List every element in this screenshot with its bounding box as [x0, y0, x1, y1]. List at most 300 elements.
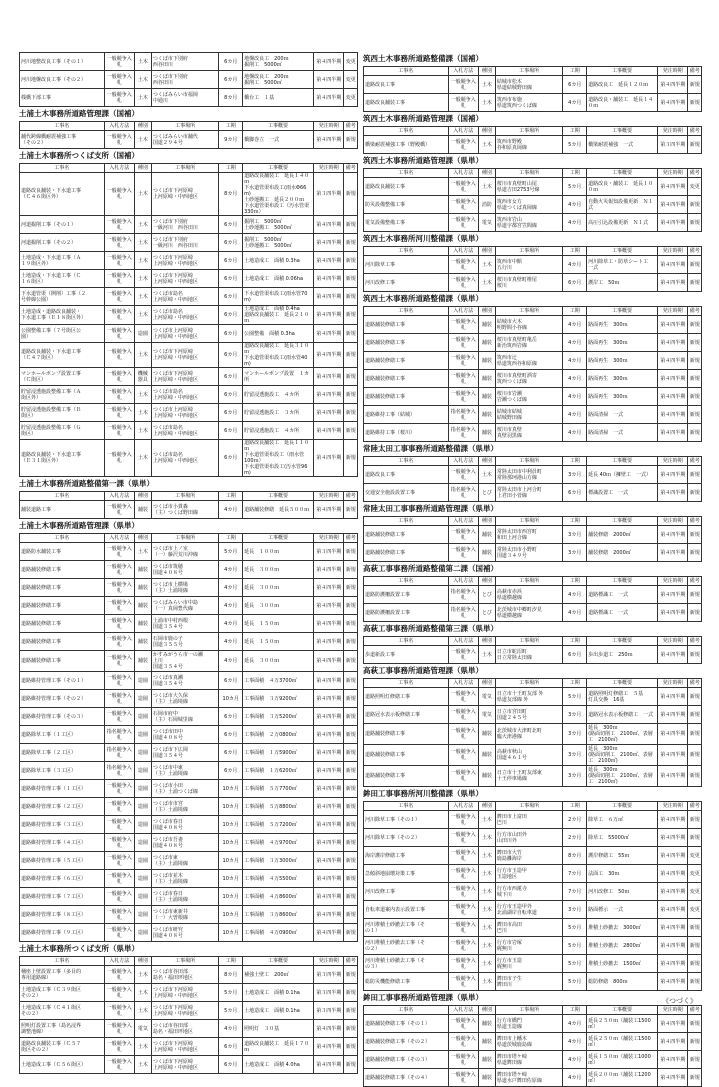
- table-cell: 第４四半期: [314, 501, 344, 519]
- table-cell: 土木: [134, 343, 151, 368]
- table-cell: 第３四半期: [658, 136, 688, 154]
- table-cell: 道路舗装修繕工事（その２）: [364, 1033, 449, 1051]
- table-cell: つくば市島名 上河原崎・中西地区: [151, 422, 219, 440]
- table-cell: 道路舗装修繕工事（その３）: [364, 1051, 449, 1069]
- table-cell: 第４四半期: [314, 744, 344, 762]
- column-header: 種別: [478, 127, 495, 136]
- table-cell: 第４四半期: [314, 615, 344, 633]
- table-cell: 舗装: [478, 724, 495, 745]
- table-row: [364, 688, 702, 706]
- column-header: 入札方法: [448, 637, 478, 646]
- table-cell: 第４四半期: [314, 834, 344, 852]
- table-cell: 第４四半期: [314, 852, 344, 870]
- table-cell: 第４四半期: [658, 466, 688, 484]
- table-cell: 舗代跨線橋耐震補強工事 （その２）: [20, 131, 105, 149]
- table-cell: 道路改良舗装工事: [364, 178, 449, 196]
- table-cell: 道路舗装修繕工事: [364, 766, 449, 787]
- table-cell: 新規: [688, 1033, 702, 1051]
- table-cell: 延長 ３００ｍ: [243, 561, 314, 579]
- table-cell: 造園: [134, 888, 151, 906]
- table-cell: 新規: [344, 888, 358, 906]
- column-header: 工事場所: [151, 957, 219, 966]
- section-table: [19, 491, 358, 519]
- section-table: [19, 121, 358, 149]
- table-cell: つくば市東新井 （一）大曽根線: [151, 906, 219, 924]
- table-cell: 路面再生 300ｍ: [587, 334, 658, 352]
- table-cell: 土木: [478, 466, 495, 484]
- table-cell: 舗装: [478, 1015, 495, 1033]
- section-title: 筑西土木事務所道路管理課（県単）: [363, 156, 483, 165]
- table-row: [20, 924, 358, 942]
- column-header: 工事概要: [243, 164, 314, 173]
- table-cell: 2カ月: [563, 829, 587, 847]
- table-cell: 日立市十王町友部 外 県道友部線 外: [495, 688, 563, 706]
- section-table: [363, 456, 702, 502]
- table-cell: 新規: [688, 811, 702, 829]
- table-cell: 新規: [344, 726, 358, 744]
- table-cell: 貯留浸透施設整備工事（Ａ 街区外）: [20, 386, 105, 404]
- table-cell: 鉾田市大竹 鹿島灘海岸: [495, 847, 563, 865]
- table-cell: 鉾田市上幡木 県道茨城鹿島線: [495, 1033, 563, 1051]
- table-cell: 5カ月: [219, 1002, 243, 1020]
- column-header: 工事場所: [495, 637, 563, 646]
- section-table: [363, 576, 702, 622]
- column-header: 工事概要: [587, 307, 658, 316]
- section-title: 鉾田工事事務所河川整備課（県単）: [363, 789, 483, 798]
- continued-note: 《つづく》: [662, 997, 697, 1005]
- table-cell: 工事面積 ４万3700㎡: [243, 672, 314, 690]
- table-cell: 土木: [478, 883, 495, 901]
- table-cell: 橋脚巻立 一式: [243, 131, 314, 149]
- table-cell: 一般競争入札: [104, 906, 134, 924]
- table-cell: 土木: [478, 274, 495, 292]
- table-cell: 第４四半期: [658, 706, 688, 724]
- table-cell: 道路標識工 一式: [587, 586, 658, 604]
- table-cell: 一般競争入札: [104, 633, 134, 651]
- column-header: 備考: [689, 680, 700, 686]
- table-row: [20, 53, 358, 71]
- table-cell: 一般競争入札: [104, 368, 134, 386]
- table-cell: 一般競争入札: [104, 270, 134, 288]
- column-header: 発注時期: [658, 1006, 688, 1015]
- table-cell: 河川改修工 50ｍ: [587, 883, 658, 901]
- table-cell: 一般競争入札: [104, 597, 134, 615]
- section-table: [363, 66, 702, 112]
- table-cell: 第４四半期: [314, 672, 344, 690]
- table-row: [364, 937, 702, 955]
- column-header: 備考: [345, 165, 356, 171]
- table-cell: 一般競争入札: [448, 766, 478, 787]
- table-cell: 4カ月: [563, 256, 587, 274]
- table-cell: 6カ月: [219, 216, 243, 234]
- table-cell: 一般競争入札: [104, 924, 134, 942]
- table-cell: 橋梁耐震補強工事（野殿橋）: [364, 136, 449, 154]
- table-cell: 第４四半期: [314, 1020, 344, 1038]
- column-header: 入札方法: [448, 517, 478, 526]
- table-row: [20, 579, 358, 597]
- column-header: 発注時期: [658, 637, 688, 646]
- column-header: 発注時期: [658, 679, 688, 688]
- table-cell: 舗装: [478, 406, 495, 424]
- table-cell: 新規: [688, 1051, 702, 1069]
- table-cell: 一般競争入札: [104, 1002, 134, 1020]
- table-row: [364, 424, 702, 442]
- table-cell: 第４四半期: [658, 688, 688, 706]
- table-cell: 6カ月: [219, 53, 243, 71]
- table-cell: 工事面積 ３万5200㎡: [243, 708, 314, 726]
- section-table: [19, 163, 358, 477]
- table-cell: 新規: [344, 216, 358, 234]
- table-row: [20, 386, 358, 404]
- table-cell: 道路改良舗装・下水道工事 （Ｅ３１街区外）: [20, 440, 105, 477]
- table-cell: 土木: [478, 901, 495, 919]
- table-cell: 4カ月: [563, 94, 587, 112]
- table-row: [20, 888, 358, 906]
- column-header: 工事名: [364, 127, 449, 136]
- table-cell: 除草工 55000㎡: [587, 829, 658, 847]
- table-cell: 一般競争入札: [104, 579, 134, 597]
- table-cell: 土木: [134, 440, 151, 477]
- table-cell: 消防: [478, 196, 495, 214]
- table-row: [364, 214, 702, 232]
- table-cell: 一般競争入札: [448, 316, 478, 334]
- table-row: [20, 404, 358, 422]
- table-cell: 延長 ３００ｍ: [243, 579, 314, 597]
- table-cell: 桜川市真壁町山尾 県道吉田2753号線: [495, 178, 563, 196]
- table-cell: 舗装: [134, 579, 151, 597]
- column-header: 工期: [563, 1006, 587, 1015]
- table-cell: 道路舗装修繕工事: [20, 579, 105, 597]
- table-cell: 道路改良舗装工 延長１１０ｍ 下水道管渠布設工（雨水管 100ｍ） 下水道管渠布設工(汚水管96m): [243, 440, 314, 477]
- table-cell: 結城市大木 明野間小谷線: [495, 316, 563, 334]
- table-cell: 道路舗装修繕工事: [20, 615, 105, 633]
- table-cell: 新規: [688, 424, 702, 442]
- table-cell: 堆積土砂撤去 3000㎥: [587, 919, 658, 937]
- column-header: 工事場所: [495, 802, 563, 811]
- table-cell: 土木: [134, 270, 151, 288]
- column-header: 工事名: [20, 492, 105, 501]
- table-cell: 新規: [688, 466, 702, 484]
- table-cell: 急傾斜地崩壊対策工事: [364, 865, 449, 883]
- table-cell: 10カ月: [219, 780, 243, 798]
- column-header: 工期: [563, 679, 587, 688]
- table-cell: 道路改良舗装・下水道工事 （Ｃ４７街区）: [20, 343, 105, 368]
- column-header: 工期: [563, 169, 587, 178]
- table-row: [20, 270, 358, 288]
- table-cell: 4カ月: [563, 1069, 587, 1087]
- table-cell: 一般競争入札: [104, 89, 134, 107]
- table-cell: 行方市山田外 山田川外: [495, 829, 563, 847]
- table-cell: 貯留浸透施設整備工事（Ｂ 街区）: [20, 404, 105, 422]
- column-header: 工事概要: [587, 802, 658, 811]
- table-cell: 延長 ３００ｍ: [243, 651, 314, 672]
- table-cell: 一般競争入札: [448, 76, 478, 94]
- table-cell: 4カ月: [219, 561, 243, 579]
- table-cell: 新規: [344, 288, 358, 306]
- header-row: [364, 679, 702, 688]
- table-cell: 第４四半期: [658, 526, 688, 544]
- table-cell: 5カ月: [563, 973, 587, 991]
- table-cell: 延長１５０ｍ（舗装工1000㎡）: [587, 1051, 658, 1069]
- column-header: 備考: [689, 128, 700, 134]
- table-cell: 一般競争入札: [104, 404, 134, 422]
- table-cell: 照明灯 ３０基: [243, 1020, 314, 1038]
- table-cell: 道路舗装修繕工事: [364, 316, 449, 334]
- table-cell: 一般競争入札: [104, 888, 134, 906]
- column-header: 工事場所: [495, 67, 563, 76]
- table-cell: 行方市橋門 県道玉造線: [495, 1015, 563, 1033]
- column-header: 備考: [345, 958, 356, 964]
- table-cell: 6カ月: [219, 744, 243, 762]
- table-cell: 土地造成工事（Ｃ３９街区 その２）: [20, 984, 105, 1002]
- column-header: 種別: [478, 802, 495, 811]
- table-cell: 路面再生 300ｍ: [587, 316, 658, 334]
- table-row: [20, 966, 358, 984]
- table-cell: 高萩市秋山 国道４６１号: [495, 745, 563, 766]
- table-cell: 第４四半期: [658, 76, 688, 94]
- table-cell: 日立市蛇沼町 日立常陸太田線: [495, 646, 563, 664]
- table-cell: 6カ月: [219, 306, 243, 325]
- table-cell: 舗装: [478, 1069, 495, 1087]
- column-header: 発注時期: [658, 247, 688, 256]
- table-cell: 4カ月: [563, 352, 587, 370]
- table-cell: 自動火災報知設備更新 Ｎ１式: [587, 196, 658, 214]
- left-column: [19, 52, 358, 1074]
- table-row: [364, 196, 702, 214]
- table-row: [20, 71, 358, 89]
- table-cell: 除草工 ６万㎡: [587, 811, 658, 829]
- table-cell: 6カ月: [563, 484, 587, 502]
- header-row: [20, 122, 358, 131]
- table-cell: 常陸太田市西宮町 和田上河合線: [495, 526, 563, 544]
- table-cell: 一般競争入札: [104, 343, 134, 368]
- table-cell: 延長２５０ｍ（舗装工1500㎡）: [587, 1033, 658, 1051]
- table-cell: 掘削工 5000㎥ 土砂運搬工 5000㎥: [243, 216, 314, 234]
- column-header: 工期: [563, 67, 587, 76]
- table-cell: つくばみらい市中島 （一）真岡豊代線: [151, 597, 219, 615]
- column-header: 工事名: [364, 247, 449, 256]
- column-header: 工期: [563, 457, 587, 466]
- table-cell: つくば市東 （主）土浦境線: [151, 852, 219, 870]
- table-row: [364, 955, 702, 973]
- table-cell: つくば市島名 上河原崎・中西地区: [151, 440, 219, 477]
- table-cell: 筑西市中館 五行川: [495, 256, 563, 274]
- table-cell: 新規: [344, 690, 358, 708]
- table-cell: 路面清掃 一式: [587, 424, 658, 442]
- section-title: 土浦土木事務所道路管理課（国補）: [19, 109, 139, 118]
- column-header: 備考: [345, 535, 356, 541]
- table-cell: 第４四半期: [658, 352, 688, 370]
- table-cell: 土木: [134, 173, 151, 216]
- table-cell: 新規: [688, 544, 702, 562]
- table-cell: 造園: [134, 798, 151, 816]
- column-header: 工事場所: [495, 1006, 563, 1015]
- table-row: [20, 690, 358, 708]
- table-cell: 新規: [344, 386, 358, 404]
- table-cell: 土木: [478, 136, 495, 154]
- section-title: 高萩工事事務所道路整備第二課（国補）: [363, 564, 498, 573]
- table-cell: 道路維持管理工事（４工区）: [20, 834, 105, 852]
- table-cell: 路面標示 一式: [587, 901, 658, 919]
- table-cell: 第４四半期: [658, 973, 688, 991]
- column-header: 工事概要: [587, 1006, 658, 1015]
- section-title: 筑西土木事務所道路整備課（県単）: [363, 294, 483, 303]
- table-cell: 新規: [344, 368, 358, 386]
- table-cell: 常陸太田市中利員町 常陸那珂港山方線: [495, 466, 563, 484]
- table-cell: 道路舗装修繕工事: [364, 388, 449, 406]
- table-cell: 新規: [344, 252, 358, 270]
- table-row: [364, 178, 702, 196]
- table-cell: 一般競争入札: [448, 214, 478, 232]
- table-row: [364, 136, 702, 154]
- table-cell: 舗装: [134, 597, 151, 615]
- table-cell: 道路除草工事（３工区）: [20, 762, 105, 780]
- table-cell: 橋梁耐震補強 一式: [587, 136, 658, 154]
- table-cell: 第４四半期: [314, 870, 344, 888]
- column-header: 入札方法: [104, 534, 134, 543]
- table-cell: つくば市市宮 （主）土浦境線: [151, 798, 219, 816]
- table-cell: 土木: [134, 306, 151, 325]
- table-cell: 舗装: [134, 561, 151, 579]
- table-cell: 第４四半期: [658, 316, 688, 334]
- table-cell: 第４四半期: [658, 937, 688, 955]
- table-cell: 道路舗装修繕工事: [364, 370, 449, 388]
- table-row: [20, 852, 358, 870]
- table-cell: 土木: [134, 131, 151, 149]
- section-title: 土浦土木事務所道路管理課（県単）: [19, 521, 139, 530]
- column-header: 工事概要: [243, 957, 314, 966]
- table-cell: 土木: [134, 71, 151, 89]
- table-cell: 土地造成工 面積 0.4ha 道路改良舗装工 延長２１０ｍ: [243, 306, 314, 325]
- table-cell: 6カ月: [563, 76, 587, 94]
- table-cell: 河川除草工事: [364, 256, 449, 274]
- table-row: [20, 234, 358, 252]
- table-cell: 第４四半期: [314, 633, 344, 651]
- table-cell: とび: [478, 484, 495, 502]
- table-cell: つくば市吾妻 国道４０８号: [151, 834, 219, 852]
- table-cell: 道路維持工事（桜川）: [364, 424, 449, 442]
- table-cell: 新規: [688, 484, 702, 502]
- table-cell: 5カ月: [563, 919, 587, 937]
- table-cell: 日立市十王町友部東 十王停車場線: [495, 766, 563, 787]
- table-cell: 延長 １５０ｍ: [243, 633, 314, 651]
- table-cell: 第４四半期: [658, 883, 688, 901]
- table-cell: 新規: [688, 76, 702, 94]
- table-row: [20, 744, 358, 762]
- table-cell: 一般競争入札: [448, 1033, 478, 1051]
- table-cell: 舗装: [134, 615, 151, 633]
- table-cell: 第４四半期: [658, 1033, 688, 1051]
- table-cell: とび: [478, 604, 495, 622]
- table-cell: 新規: [344, 708, 358, 726]
- table-row: [20, 906, 358, 924]
- table-cell: 4カ月: [563, 586, 587, 604]
- table-cell: 河川除草工事（その１）: [364, 811, 449, 829]
- table-cell: 道路維持管理工事（５工区）: [20, 852, 105, 870]
- table-row: [364, 919, 702, 937]
- header-row: [20, 957, 358, 966]
- table-row: [364, 94, 702, 112]
- table-cell: 工事面積 １万5900㎡: [243, 744, 314, 762]
- table-cell: 第４四半期: [314, 906, 344, 924]
- table-cell: つくば市下河原崎 上河原崎・中西地区: [151, 343, 219, 368]
- table-cell: 道路維持管理工事（７工区）: [20, 888, 105, 906]
- table-cell: 道路舗装修繕工事: [364, 352, 449, 370]
- table-cell: 第４四半期: [658, 178, 688, 196]
- table-cell: 一般競争入札: [104, 834, 134, 852]
- table-cell: 第４四半期: [314, 924, 344, 942]
- section-table: [363, 1005, 702, 1087]
- table-cell: 舗装道路工事: [20, 501, 105, 519]
- table-cell: 鉾田市高田 巴川: [495, 919, 563, 937]
- table-cell: つくば市谷田部 島名・福田坪地区: [151, 966, 219, 984]
- table-cell: 第４四半期: [314, 762, 344, 780]
- table-cell: 6カ月: [219, 672, 243, 690]
- table-cell: 堆積土砂撤去 2800㎥: [587, 937, 658, 955]
- table-cell: 高萩市赤浜 県道横越線: [495, 586, 563, 604]
- table-cell: 電気: [478, 706, 495, 724]
- table-cell: 道路舗装修繕 延長５００ｍ: [243, 501, 314, 519]
- right-column: [363, 52, 702, 1087]
- table-cell: 第４四半期: [658, 1015, 688, 1033]
- table-cell: 土木: [478, 919, 495, 937]
- table-cell: 道路防水舗装工事: [20, 543, 105, 561]
- table-cell: 4カ月: [219, 501, 243, 519]
- header-row: [20, 492, 358, 501]
- table-cell: 新規: [688, 388, 702, 406]
- table-cell: 一般競争入札: [448, 370, 478, 388]
- table-cell: 一般競争入札: [104, 816, 134, 834]
- table-cell: 一般競争入札: [104, 543, 134, 561]
- table-row: [20, 1056, 358, 1074]
- table-cell: 土木: [134, 234, 151, 252]
- table-cell: 土地造成・道路改良舗装・ 下水道工事（Ｅ１８街区外）: [20, 306, 105, 325]
- table-row: [20, 708, 358, 726]
- table-row: [364, 256, 702, 274]
- table-cell: 道路除草工事（１工区）: [20, 726, 105, 744]
- table-cell: 新規: [688, 196, 702, 214]
- section-table: [363, 126, 702, 154]
- table-cell: 土地造成工 面積 0.3ha: [243, 252, 314, 270]
- table-cell: 土木: [134, 386, 151, 404]
- table-cell: 新規: [688, 745, 702, 766]
- column-header: 工期: [219, 534, 243, 543]
- column-header: 種別: [478, 247, 495, 256]
- table-cell: 新規: [688, 370, 702, 388]
- table-cell: 第４四半期: [314, 368, 344, 386]
- table-cell: 電気: [478, 688, 495, 706]
- table-cell: 第４四半期: [658, 847, 688, 865]
- table-cell: 第４四半期: [314, 89, 344, 107]
- column-header: 発注時期: [314, 492, 344, 501]
- table-cell: 第４四半期: [314, 1056, 344, 1074]
- table-cell: つくば市並木 （主）土浦境線: [151, 870, 219, 888]
- table-cell: 河川除草工事（その２）: [364, 829, 449, 847]
- table-cell: 道路除草工事（２工区）: [20, 744, 105, 762]
- section-title: 筑西土木事務所河川整備課（県単）: [363, 234, 483, 243]
- column-header: 発注時期: [314, 164, 344, 173]
- table-cell: 一般競争入札: [448, 745, 478, 766]
- table-cell: 土木: [478, 76, 495, 94]
- column-header: 工期: [563, 247, 587, 256]
- table-cell: 5カ月: [563, 178, 587, 196]
- table-cell: 新規: [344, 615, 358, 633]
- table-cell: 筑西市女方 県道つくば真岡線: [495, 196, 563, 214]
- table-cell: 公園整備 面積 0.3ha: [243, 325, 314, 343]
- table-cell: つくば市下河原崎 上河原崎・中西地区: [151, 252, 219, 270]
- table-cell: つくば市中東 （主）土浦境線: [151, 762, 219, 780]
- table-cell: 第４四半期: [314, 816, 344, 834]
